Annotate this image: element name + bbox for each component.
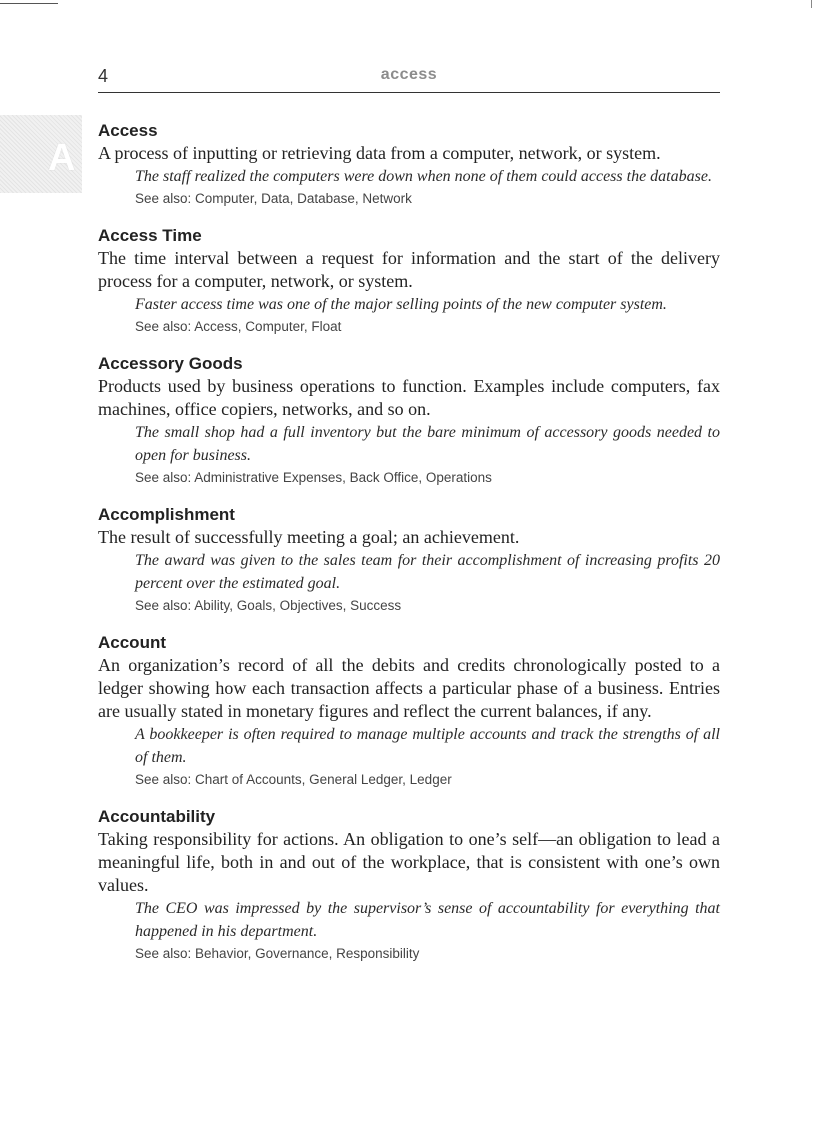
entry-term: Accessory Goods [98,354,243,373]
crop-mark-right [811,0,812,8]
page-header [98,64,720,93]
entry-term: Access [98,121,158,140]
running-head: access [380,66,438,83]
entry-term: Account [98,633,166,652]
section-letter-tab [0,115,82,193]
glossary-entries [98,120,720,980]
entry-accomplishment [98,504,720,615]
entry-see-also: See also: Computer, Data, Database, Network [135,191,412,206]
entry-accountability [98,806,720,963]
entry-example: The CEO was impressed by the supervisor’s sense of accountability for everything that happened in his department. [135,900,720,940]
entry-example: The award was given to the sales team for their accomplishment of increasing profits 20 percent over the estimated goal. [135,552,720,592]
crop-mark [0,3,58,4]
entry-access-time [98,225,720,336]
entry-accessory-goods [98,353,720,487]
entry-see-also: See also: Access, Computer, Float [135,319,342,334]
entry-definition: The time interval between a request for information and the start of the delivery process for a computer, network, or system. [98,248,720,291]
entry-example: A bookkeeper is often required to manage multiple accounts and track the strengths of all of them. [135,726,720,766]
entry-term: Accomplishment [98,505,235,524]
entry-example: Faster access time was one of the major selling points of the new computer system. [135,296,667,313]
entry-definition: An organization’s record of all the debits and credits chronologically posted to a ledger showing how each transaction affects a particular phase of a business. Entries are usually stated in monetary figures and reflect the current balances, if any. [98,655,720,721]
page-number: 4 [98,66,109,86]
entry-see-also: See also: Chart of Accounts, General Ledger, Ledger [135,772,452,787]
entry-definition: Taking responsibility for actions. An obligation to one’s self—an obligation to lead a meaningful life, both in and out of the workplace, that is consistent with one’s own values. [98,829,720,895]
entry-definition: A process of inputting or retrieving data from a computer, network, or system. [98,143,661,163]
entry-see-also: See also: Administrative Expenses, Back Office, Operations [135,470,492,485]
entry-example: The staff realized the computers were down when none of them could access the database. [135,168,712,185]
entry-term: Accountability [98,807,216,826]
entry-see-also: See also: Behavior, Governance, Responsibility [135,946,420,961]
entry-definition: Products used by business operations to function. Examples include computers, fax machines, office copiers, networks, and so on. [98,376,720,419]
entry-access [98,120,720,208]
entry-term: Access Time [98,226,202,245]
entry-see-also: See also: Ability, Goals, Objectives, Success [135,598,402,613]
entry-definition: The result of successfully meeting a goal; an achievement. [98,527,520,547]
section-letter: A [48,137,76,179]
entry-example: The small shop had a full inventory but the bare minimum of accessory goods needed to open for business. [135,424,720,464]
entry-account [98,632,720,789]
